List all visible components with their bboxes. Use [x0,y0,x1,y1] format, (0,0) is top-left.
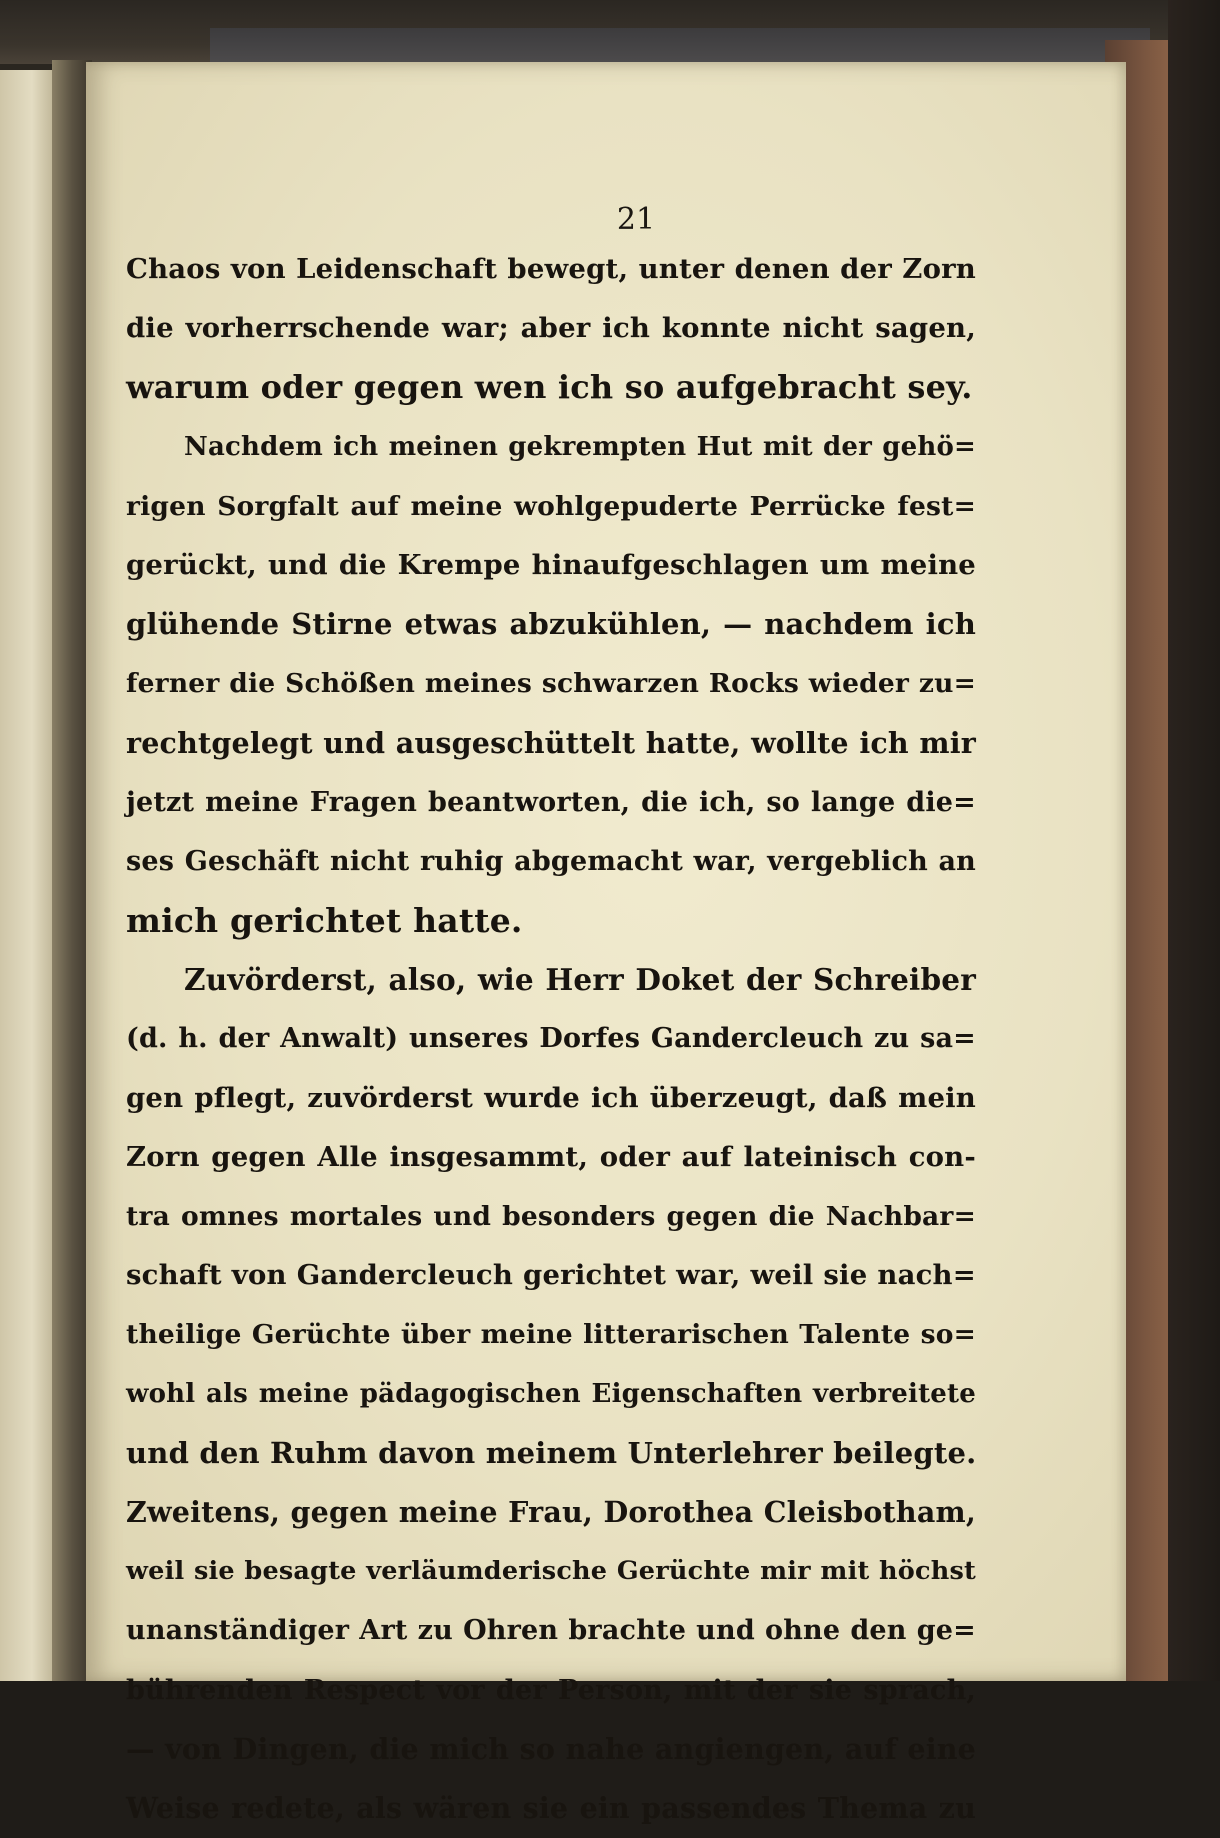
book-cover-strip [210,28,1150,64]
text-line: und den Ruhm davon meinem Unterlehrer beilegte. [126,1435,977,1470]
text-line: mich gerichtet hatte. [126,901,523,941]
text-line: Nachdem ich meinen gekrempten Hut mit der gehö= [184,431,976,462]
text-line: weil sie besagte verläumderische Gerüchte mir mit höchst [126,1556,976,1587]
text-line: glühende Stirne etwas abzukühlen, — nachdem ich [126,607,976,642]
text-line: gen pflegt, zuvörderst wurde ich überzeugt, daß mein [126,1081,976,1114]
book-page [86,62,1126,1825]
text-line: Chaos von Leidenschaft bewegt, unter denen der Zorn [126,253,976,285]
previous-page-edge [0,70,58,1681]
text-line: jetzt meine Fragen beantworten, die ich, so lange die= [126,786,976,818]
text-line: rechtgelegt und ausgeschüttelt hatte, wollte ich mir [126,725,976,760]
text-line: Zuvörderst, also, wie Herr Doket der Schreiber [184,962,976,998]
text-line: Weise redete, als wären sie ein passendes Thema zu [126,1790,976,1825]
text-line: (d. h. der Anwalt) unseres Dorfes Gandercleuch zu sa= [126,1023,976,1055]
text-line: gerückt, und die Krempe hinaufgeschlagen um meine [126,548,976,581]
text-line: wohl als meine pädagogischen Eigenschaften verbreitete [126,1378,976,1409]
page-number: 21 [616,202,656,237]
text-line: unanständiger Art zu Ohren brachte und ohne den ge= [126,1615,976,1647]
text-line: bührenden Respect vor der Person, mit der sie sprach, [126,1674,976,1706]
text-line: — von Dingen, die mich so nahe angiengen, auf eine [126,1731,976,1766]
page-text [126,240,976,1838]
text-line: Zorn gegen Alle insgesammt, oder auf lateinisch con- [126,1140,976,1173]
text-line: warum oder gegen wen ich so aufgebracht sey. [126,368,973,407]
text-line: ses Geschäft nicht ruhig abgemacht war, vergeblich an [126,845,976,877]
text-line: Zweitens, gegen meine Frau, Dorothea Cleisbotham, [126,1494,976,1529]
book-cover-shadow [1168,0,1220,1681]
text-line: rigen Sorgfalt auf meine wohlgepuderte Perrücke fest= [126,490,976,522]
text-line: theilige Gerüchte über meine litterarischen Talente so= [126,1319,976,1351]
text-line: die vorherrschende war; aber ich konnte nicht sagen, [126,312,976,345]
text-line: tra omnes mortales und besonders gegen die Nachbar= [126,1201,976,1232]
text-line: ferner die Schößen meines schwarzen Rocks wieder zu= [126,668,976,700]
text-line: schaft von Gandercleuch gerichtet war, weil sie nach= [126,1259,976,1292]
